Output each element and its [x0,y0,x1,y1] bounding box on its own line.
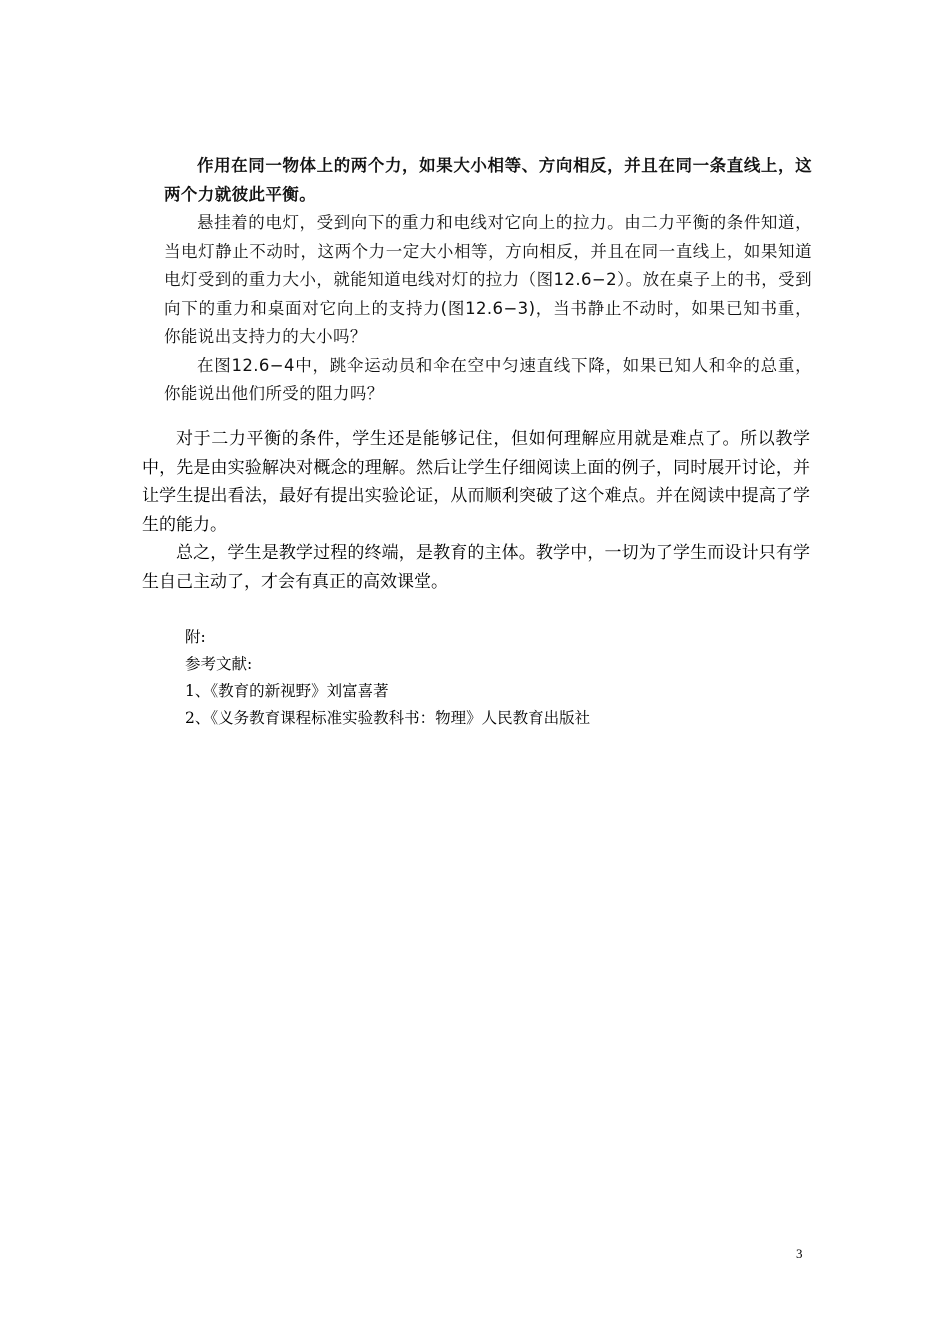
appendix-label: 附: [185,628,206,646]
scanned-textbook-excerpt [164,152,812,409]
conclusion-paragraph: 总之，学生是教学过程的终端，是教育的主体。教学中，一切为了学生而设计只有学生自己主动了，才会有真正的高效课堂。 [142,543,810,592]
lamp-book-example-paragraph: 悬挂着的电灯，受到向下的重力和电线对它向上的拉力。由二力平衡的条件知道，当电灯静止不动时，这两个力一定大小相等，方向相反，并且在同一直线上，如果知道电灯受到的重力大小，就能知道电线对灯的拉力（图12.6−2）。放在桌子上的书，受到向下的重力和桌面对它向上的支持力(图12.6−3)，当书静止不动时，如果已知书重，你能说出支持力的大小吗？ [164,213,812,346]
balance-definition-paragraph: 作用在同一物体上的两个力，如果大小相等、方向相反，并且在同一条直线上，这两个力就彼此平衡。 [164,156,812,204]
page-number: 3 [796,1246,803,1261]
appendix-section [185,624,805,732]
body-text [142,425,810,596]
reference-item: 2、《义务教育课程标准实验教科书：物理》人民教育出版社 [185,709,591,727]
references-title: 参考文献: [185,655,253,673]
reference-item: 1、《教育的新视野》刘富喜著 [185,682,389,700]
parachute-example-paragraph: 在图12.6−4中，跳伞运动员和伞在空中匀速直线下降，如果已知人和伞的总重，你能说出他们所受的阻力吗？ [164,355,812,403]
teaching-reflection-paragraph: 对于二力平衡的条件，学生还是能够记住，但如何理解应用就是难点了。所以教学中，先是由实验解决对概念的理解。然后让学生仔细阅读上面的例子，同时展开讨论，并让学生提出看法，最好有提出实验论证，从而顺利突破了这个难点。并在阅读中提高了学生的能力。 [142,429,810,535]
